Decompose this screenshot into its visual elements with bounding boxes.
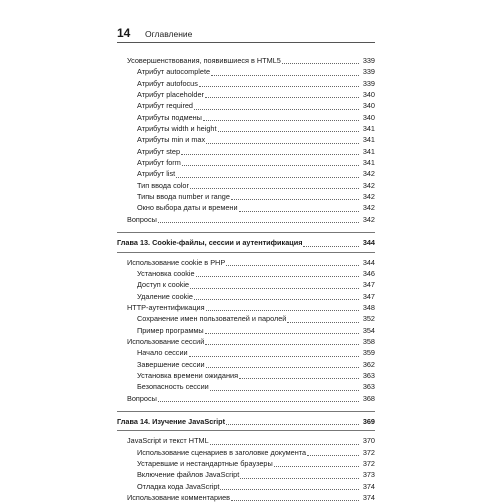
- toc-entry-title: Атрибут autofocus: [137, 78, 198, 88]
- toc-entry-title: Завершение сессии: [137, 359, 205, 369]
- dot-leader: [274, 466, 359, 467]
- toc-entry[interactable]: [117, 393, 375, 404]
- toc-entry-page: 344: [362, 238, 375, 248]
- running-title: Оглавление: [145, 29, 193, 39]
- toc-entry-page: 369: [362, 416, 375, 426]
- toc-entry-page: 342: [362, 192, 375, 202]
- toc-entry-page: 363: [362, 370, 375, 380]
- toc-entry[interactable]: [117, 112, 375, 123]
- toc-entry[interactable]: [117, 279, 375, 290]
- toc-entry[interactable]: [117, 157, 375, 168]
- dot-leader: [206, 310, 359, 311]
- dot-leader: [181, 154, 359, 155]
- toc-entry-page: 339: [362, 56, 375, 65]
- page-number: 14: [117, 26, 131, 40]
- chapter-rule: [117, 430, 375, 431]
- dot-leader: [158, 222, 359, 223]
- toc-entry-title: HTTP-аутентификация: [127, 302, 205, 312]
- toc-entry-title: Использование cookie в PHP: [127, 257, 226, 267]
- toc-entry[interactable]: [117, 336, 375, 347]
- dot-leader: [205, 97, 359, 98]
- toc-entry-title: Вопросы: [127, 393, 157, 403]
- dot-leader: [205, 344, 359, 345]
- toc-entry-title: Удаление cookie: [137, 291, 193, 301]
- toc-entry-page: 354: [362, 325, 375, 335]
- toc-entry-title: Атрибуты min и max: [137, 135, 206, 145]
- toc-entry[interactable]: [117, 257, 375, 268]
- toc-entry[interactable]: [117, 123, 375, 134]
- toc-entry-page: 347: [362, 280, 375, 290]
- toc-entry-title: Использование сессий: [127, 336, 205, 346]
- toc-entry-title: Атрибут step: [137, 146, 181, 156]
- toc-entry-page: 372: [362, 459, 375, 468]
- dot-leader: [194, 299, 359, 300]
- toc-entry-title: Установка cookie: [137, 268, 195, 278]
- toc-entry[interactable]: [117, 469, 375, 480]
- toc-entry-page: 352: [362, 314, 375, 324]
- toc-entry[interactable]: [117, 214, 375, 225]
- toc-entry-page: 341: [362, 135, 375, 145]
- dot-leader: [218, 131, 359, 132]
- chapter-rule: [117, 232, 375, 233]
- toc-entry-page: 342: [362, 169, 375, 179]
- toc-entry[interactable]: [117, 66, 375, 77]
- toc-entry-page: 374: [362, 493, 375, 503]
- toc-entry[interactable]: [117, 146, 375, 157]
- toc-entry-title: Атрибут autocomplete: [137, 67, 211, 77]
- dot-leader: [239, 211, 359, 212]
- toc-entry[interactable]: [117, 370, 375, 381]
- toc-entry-title: Использование комментариев: [127, 493, 231, 503]
- dot-leader: [210, 444, 359, 445]
- dot-leader: [205, 333, 359, 334]
- toc-entry-page: 341: [362, 146, 375, 156]
- dot-leader: [199, 86, 359, 87]
- toc-entry-title: Безопасность сессии: [137, 382, 209, 392]
- toc-entry-title: JavaScript и текст HTML: [127, 436, 209, 446]
- toc-entry[interactable]: [117, 202, 375, 213]
- toc-entry-page: 344: [362, 257, 375, 267]
- dot-leader: [189, 356, 359, 357]
- toc-entry-title: Вопросы: [127, 214, 157, 224]
- toc-entry[interactable]: [117, 89, 375, 100]
- dot-leader: [287, 322, 359, 323]
- toc-entry[interactable]: [117, 492, 375, 503]
- toc-entry-page: 368: [362, 393, 375, 403]
- toc-entry-page: 341: [362, 158, 375, 168]
- toc-entry-title: Доступ к cookie: [137, 280, 190, 290]
- toc-entry-title: Глава 14. Изучение JavaScript: [117, 416, 226, 426]
- dot-leader: [307, 455, 359, 456]
- toc-entry[interactable]: [117, 55, 375, 66]
- dot-leader: [220, 489, 359, 490]
- toc-entry[interactable]: [117, 268, 375, 279]
- toc-entry-title: Установка времени ожидания: [137, 370, 239, 380]
- toc-entry[interactable]: [117, 313, 375, 324]
- toc-entry[interactable]: [117, 291, 375, 302]
- toc-entry[interactable]: [117, 481, 375, 492]
- dot-leader: [231, 500, 359, 501]
- section-spacer: [117, 225, 375, 229]
- toc-entry-page: 339: [362, 67, 375, 77]
- toc-entry[interactable]: [117, 435, 375, 446]
- dot-leader: [206, 143, 359, 144]
- toc-entry-title: Пример программы: [137, 325, 204, 335]
- toc-entry-page: 346: [362, 268, 375, 278]
- toc-entry-title: Включение файлов JavaScript: [137, 470, 240, 480]
- table-of-contents: [117, 55, 375, 503]
- toc-entry-title: Типы ввода number и range: [137, 192, 230, 202]
- toc-entry-page: 358: [362, 336, 375, 346]
- toc-entry[interactable]: [117, 458, 375, 469]
- header-rule: [117, 42, 375, 43]
- toc-entry-title: Атрибут form: [137, 158, 181, 168]
- toc-chapter-entry[interactable]: [117, 416, 375, 427]
- toc-entry-page: 348: [362, 302, 375, 312]
- toc-entry-page: 340: [362, 112, 375, 122]
- toc-entry-title: Атрибуты width и height: [137, 124, 217, 134]
- toc-entry-title: Начало сессии: [137, 348, 188, 358]
- toc-entry-title: Сохранение имен пользователей и паролей: [137, 314, 287, 324]
- toc-entry-page: 341: [362, 124, 375, 134]
- toc-entry-title: Усовершенствования, появившиеся в HTML5: [127, 56, 281, 65]
- dot-leader: [303, 246, 359, 247]
- toc-entry[interactable]: [117, 100, 375, 111]
- dot-leader: [231, 199, 359, 200]
- dot-leader: [206, 367, 359, 368]
- dot-leader: [239, 378, 359, 379]
- toc-entry[interactable]: [117, 180, 375, 191]
- dot-leader: [210, 390, 359, 391]
- section-spacer: [117, 404, 375, 408]
- toc-entry-title: Тип ввода color: [137, 180, 189, 190]
- toc-entry-page: 340: [362, 90, 375, 100]
- toc-entry-page: 370: [362, 436, 375, 446]
- toc-entry[interactable]: [117, 447, 375, 458]
- toc-entry[interactable]: [117, 381, 375, 392]
- toc-entry[interactable]: [117, 359, 375, 370]
- toc-entry-title: Отладка кода JavaScript: [137, 481, 220, 491]
- dot-leader: [282, 63, 359, 64]
- toc-chapter-entry[interactable]: [117, 237, 375, 248]
- toc-entry[interactable]: [117, 191, 375, 202]
- toc-entry-page: 342: [362, 203, 375, 213]
- dot-leader: [196, 276, 359, 277]
- dot-leader: [240, 478, 359, 479]
- dot-leader: [190, 288, 359, 289]
- toc-entry[interactable]: [117, 302, 375, 313]
- toc-entry-title: Атрибут list: [137, 169, 176, 179]
- toc-entry-title: Устаревшие и нестандартные браузеры: [137, 459, 273, 468]
- chapter-rule: [117, 411, 375, 412]
- dot-leader: [176, 177, 359, 178]
- toc-entry-page: 363: [362, 382, 375, 392]
- toc-entry-title: Использование сценариев в заголовке документа: [137, 447, 307, 457]
- toc-entry[interactable]: [117, 168, 375, 179]
- dot-leader: [194, 109, 359, 110]
- chapter-rule: [117, 252, 375, 253]
- toc-entry-page: 372: [362, 447, 375, 457]
- page-header: [117, 24, 375, 44]
- toc-entry-page: 373: [362, 470, 375, 480]
- dot-leader: [211, 75, 359, 76]
- dot-leader: [182, 165, 359, 166]
- toc-entry-page: 374: [362, 481, 375, 491]
- toc-entry-page: 340: [362, 101, 375, 111]
- dot-leader: [226, 424, 359, 425]
- toc-entry-title: Атрибуты подмены: [137, 112, 202, 122]
- dot-leader: [190, 188, 359, 189]
- toc-entry-title: Атрибут placeholder: [137, 90, 204, 100]
- dot-leader: [226, 265, 359, 266]
- toc-entry[interactable]: [117, 347, 375, 358]
- toc-entry[interactable]: [117, 325, 375, 336]
- toc-entry-title: Окно выбора даты и времени: [137, 203, 238, 213]
- toc-entry-page: 339: [362, 78, 375, 88]
- dot-leader: [158, 401, 359, 402]
- toc-entry[interactable]: [117, 78, 375, 89]
- toc-entry-title: Глава 13. Cookie-файлы, сессии и аутентификация: [117, 238, 303, 248]
- toc-entry-page: 362: [362, 359, 375, 369]
- toc-entry-title: Атрибут required: [137, 101, 193, 111]
- toc-entry[interactable]: [117, 134, 375, 145]
- toc-entry-page: 342: [362, 214, 375, 224]
- toc-entry-page: 342: [362, 180, 375, 190]
- toc-entry-page: 347: [362, 291, 375, 301]
- toc-entry-page: 359: [362, 348, 375, 358]
- dot-leader: [203, 120, 359, 121]
